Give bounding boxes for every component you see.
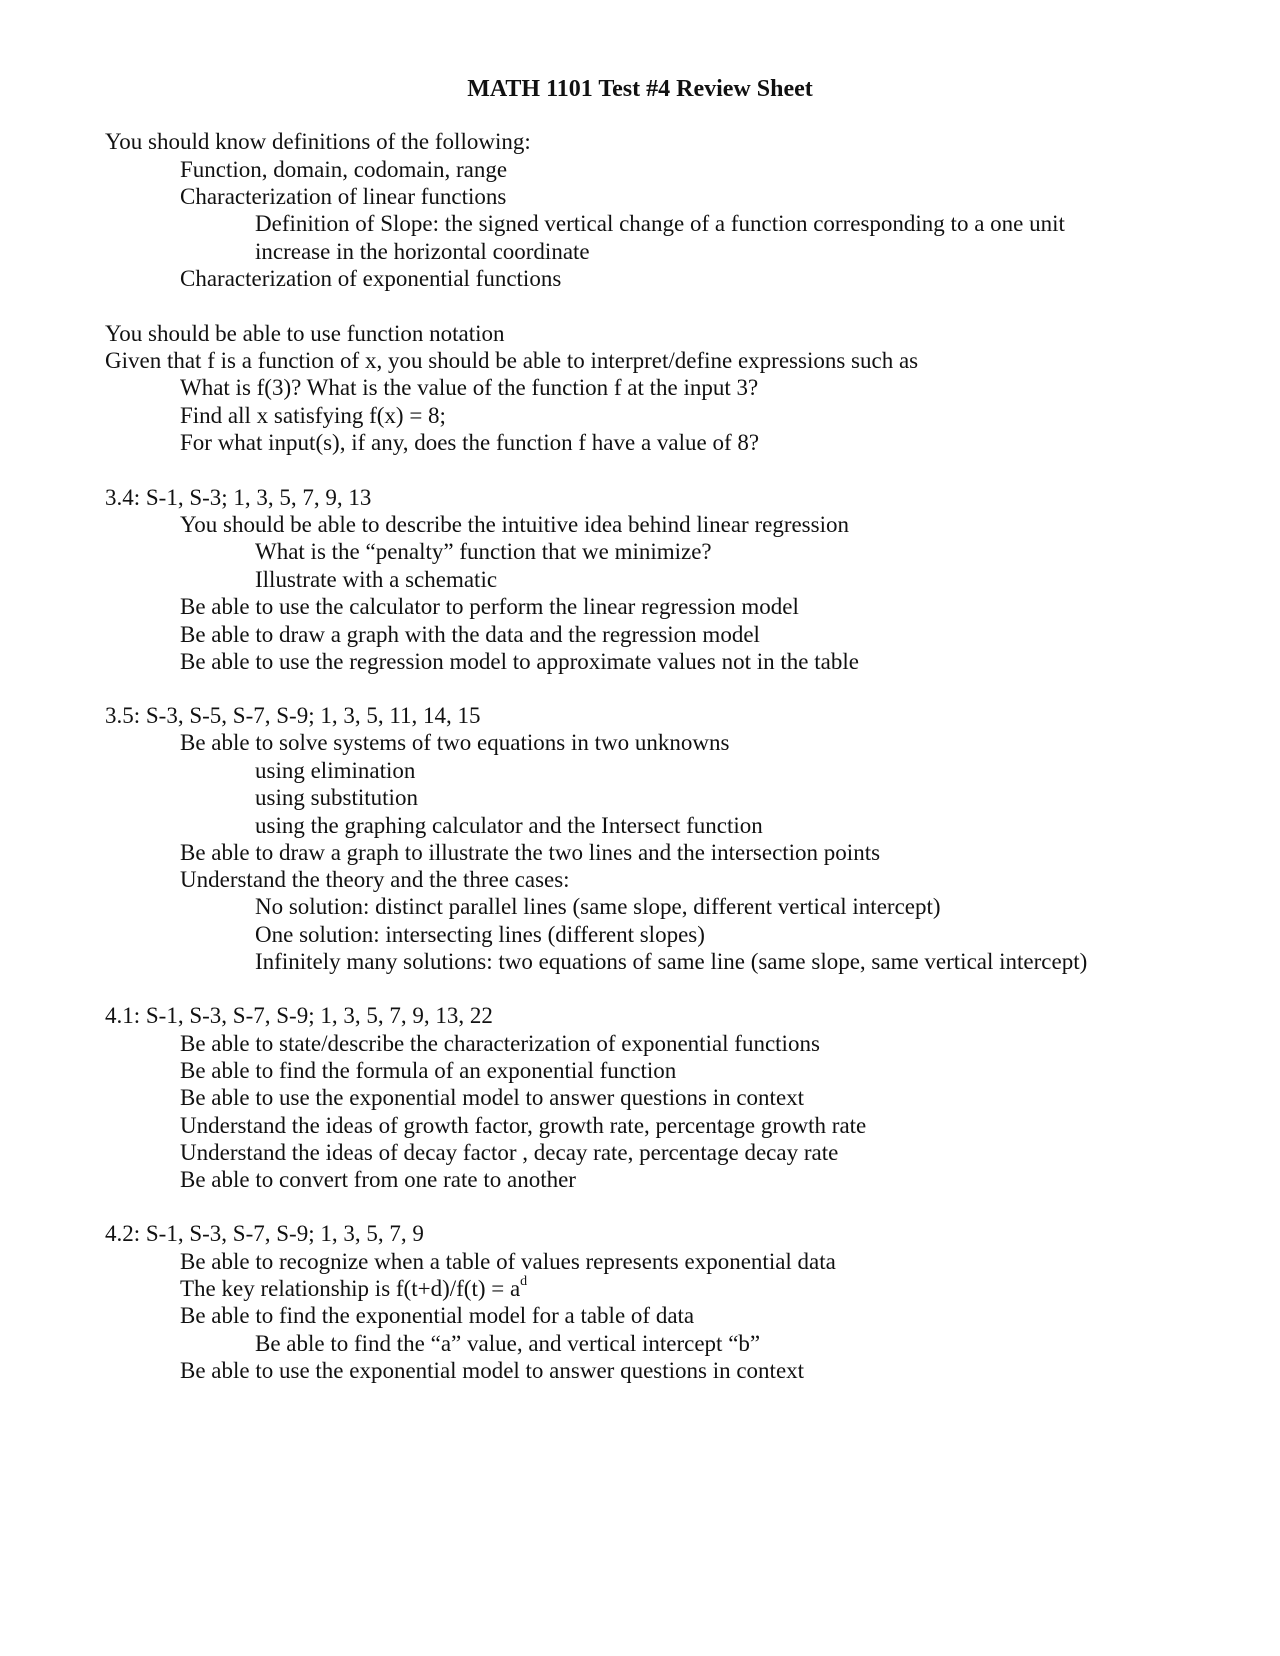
list-item: Be able to use the exponential model to answer questions in context — [180, 1358, 805, 1383]
list-item: What is f(3)? What is the value of the function f at the input 3? — [180, 375, 759, 400]
list-item: Find all x satisfying f(x) = 8; — [180, 403, 446, 428]
list-item: Understand the theory and the three cases: — [180, 867, 570, 892]
notation-heading: You should be able to use function notation — [105, 321, 505, 346]
section-3-4-header: 3.4: S-1, S-3; 1, 3, 5, 7, 9, 13 — [105, 485, 372, 510]
key-relationship — [180, 1275, 527, 1303]
list-item: Characterization of linear functions — [180, 184, 507, 209]
list-item: using elimination — [255, 758, 416, 783]
list-item: Illustrate with a schematic — [255, 567, 498, 592]
list-item: Function, domain, codomain, range — [180, 157, 508, 182]
list-item: Understand the ideas of growth factor, growth rate, percentage growth rate — [180, 1113, 867, 1138]
list-item: Be able to draw a graph with the data and the regression model — [180, 622, 760, 647]
list-item: Be able to find the formula of an exponential function — [180, 1058, 677, 1083]
section-4-1-header: 4.1: S-1, S-3, S-7, S-9; 1, 3, 5, 7, 9, 13, 22 — [105, 1003, 493, 1028]
list-item: Be able to solve systems of two equations in two unknowns — [180, 730, 730, 755]
page-title: MATH 1101 Test #4 Review Sheet — [467, 76, 813, 102]
list-item: No solution: distinct parallel lines (same slope, different vertical intercept) — [255, 894, 941, 919]
list-item: Be able to find the exponential model for a table of data — [180, 1303, 695, 1328]
definitions-heading: You should know definitions of the following: — [105, 129, 531, 154]
key-relationship-text: The key relationship is f(t+d)/f(t) = a — [180, 1276, 521, 1301]
list-item: Be able to use the regression model to approximate values not in the table — [180, 649, 859, 674]
list-item: Be able to state/describe the characterization of exponential functions — [180, 1031, 820, 1056]
list-item: Definition of Slope: the signed vertical change of a function corresponding to a one unit — [255, 211, 1065, 236]
list-item: Be able to find the “a” value, and vertical intercept “b” — [255, 1331, 761, 1356]
list-item: Infinitely many solutions: two equations of same line (same slope, same vertical intercept) — [255, 949, 1088, 974]
list-item: Be able to use the calculator to perform the linear regression model — [180, 594, 799, 619]
list-item: Be able to use the exponential model to answer questions in context — [180, 1085, 805, 1110]
section-4-2-header: 4.2: S-1, S-3, S-7, S-9; 1, 3, 5, 7, 9 — [105, 1221, 424, 1246]
section-3-5-header: 3.5: S-3, S-5, S-7, S-9; 1, 3, 5, 11, 14, 15 — [105, 703, 481, 728]
list-item: You should be able to describe the intuitive idea behind linear regression — [180, 512, 849, 537]
list-item: For what input(s), if any, does the function f have a value of 8? — [180, 430, 760, 455]
list-item: Characterization of exponential functions — [180, 266, 562, 291]
notation-intro: Given that f is a function of x, you should be able to interpret/define expressions such as — [105, 348, 919, 373]
list-item: What is the “penalty” function that we minimize? — [255, 539, 712, 564]
list-item: increase in the horizontal coordinate — [255, 239, 590, 264]
list-item: Be able to draw a graph to illustrate the two lines and the intersection points — [180, 840, 881, 865]
list-item: Be able to recognize when a table of values represents exponential data — [180, 1249, 836, 1274]
list-item: Understand the ideas of decay factor , decay rate, percentage decay rate — [180, 1140, 839, 1165]
list-item: One solution: intersecting lines (different slopes) — [255, 922, 705, 947]
list-item: using substitution — [255, 785, 418, 810]
list-item: Be able to convert from one rate to another — [180, 1167, 576, 1192]
exponent-d: d — [520, 1274, 528, 1290]
list-item: using the graphing calculator and the Intersect function — [255, 813, 763, 838]
